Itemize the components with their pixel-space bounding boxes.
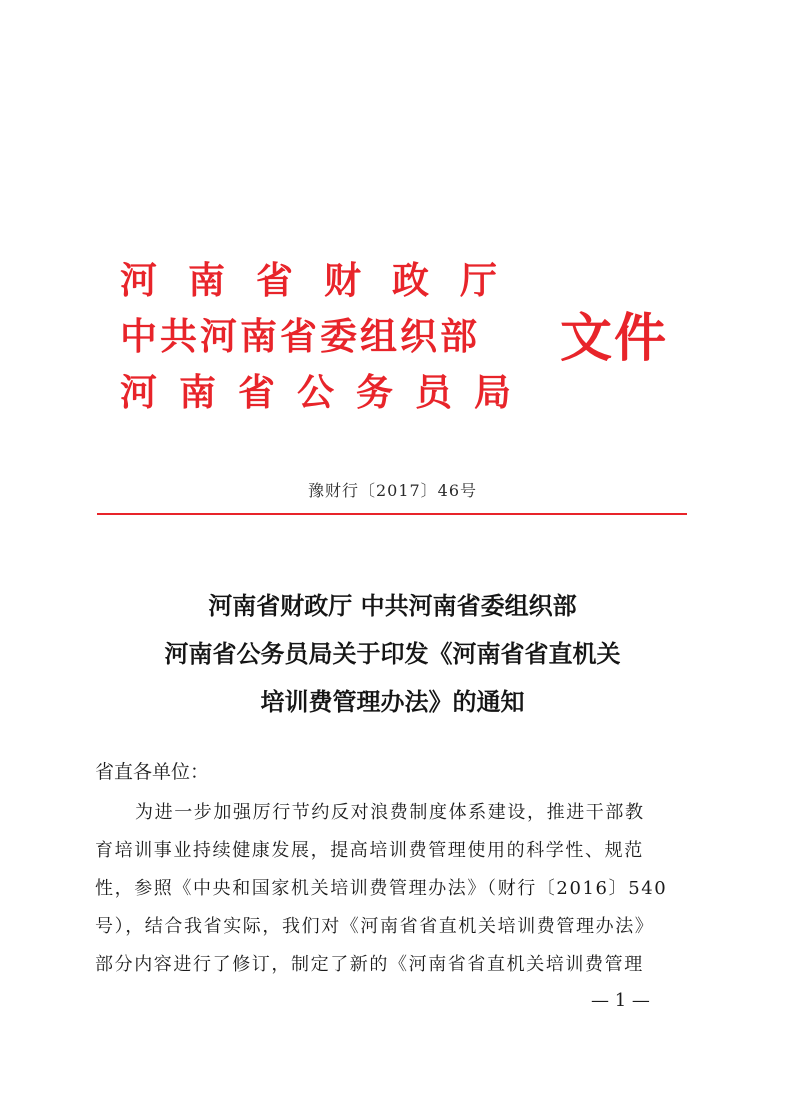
title-line: 河南省财政厅 中共河南省委组织部 (208, 592, 577, 620)
red-divider (97, 513, 687, 515)
body-paragraph (95, 794, 695, 984)
page-number: — 1 — (591, 990, 650, 1011)
salutation: 省直各单位： (95, 761, 210, 783)
issuer-organization-department: 中共河南省委组织部 (120, 314, 480, 358)
issuer-civil-service-bureau: 河南省公务员局 (120, 370, 533, 414)
body-line: 部分内容进行了修订，制定了新的《河南省省直机关培训费管理 (95, 954, 644, 975)
issuer-block (120, 252, 550, 420)
document-label: 文件 (560, 308, 669, 369)
title-line: 河南省公务员局关于印发《河南省省直机关 (164, 640, 621, 668)
body-line: 性，参照《中央和国家机关培训费管理办法》（财行〔2016〕540 (95, 878, 668, 899)
document-number: 豫财行〔2017〕46号 (307, 481, 478, 500)
body-line: 号），结合我省实际，我们对《河南省省直机关培训费管理办法》 (95, 916, 655, 937)
document-title (0, 582, 785, 726)
body-line: 育培训事业持续健康发展，提高培训费管理使用的科学性、规范 (95, 840, 644, 861)
body-line: 为进一步加强厉行节约反对浪费制度体系建设，推进干部教 (135, 802, 645, 823)
title-line: 培训费管理办法》的通知 (260, 688, 525, 716)
issuer-finance-department: 河南省财政厅 (120, 258, 528, 302)
